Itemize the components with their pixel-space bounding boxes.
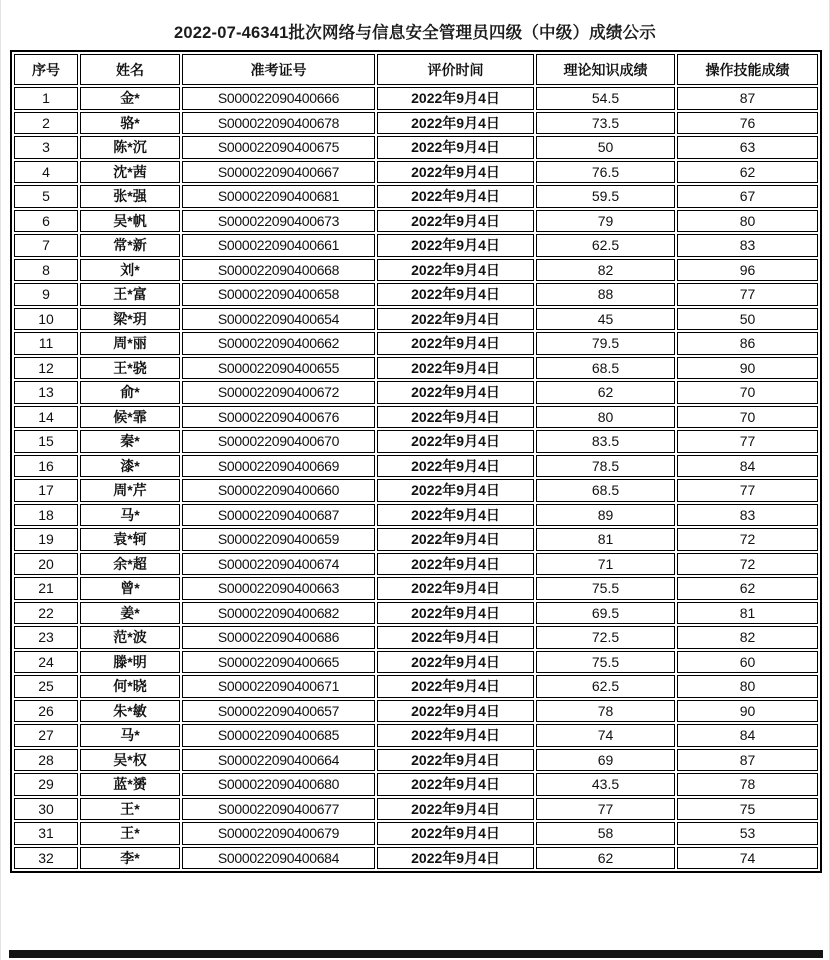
cell-index: 18 [14, 504, 78, 527]
table-row [14, 87, 818, 110]
cell-exam-id: S000022090400657 [182, 700, 375, 723]
cell-date: 2022年9月4日 [377, 406, 534, 429]
cell-exam-id: S000022090400665 [182, 651, 375, 674]
cell-date: 2022年9月4日 [377, 136, 534, 159]
cell-theory-score: 89 [536, 504, 675, 527]
cell-exam-id: S000022090400669 [182, 455, 375, 478]
cell-skill-score: 67 [677, 185, 818, 208]
cell-name: 周*芹 [80, 479, 180, 502]
cell-exam-id: S000022090400671 [182, 675, 375, 698]
cell-exam-id: S000022090400654 [182, 308, 375, 331]
cell-index: 32 [14, 847, 78, 870]
cell-skill-score: 84 [677, 724, 818, 747]
cell-date: 2022年9月4日 [377, 553, 534, 576]
page-title: 2022-07-46341批次网络与信息安全管理员四级（中级）成绩公示 [174, 24, 656, 42]
cell-date: 2022年9月4日 [377, 847, 534, 870]
cell-skill-score: 90 [677, 700, 818, 723]
cell-date: 2022年9月4日 [377, 234, 534, 257]
cell-theory-score: 75.5 [536, 651, 675, 674]
cell-exam-id: S000022090400686 [182, 626, 375, 649]
cell-date: 2022年9月4日 [377, 479, 534, 502]
cell-theory-score: 88 [536, 283, 675, 306]
cell-skill-score: 53 [677, 822, 818, 845]
table-row [14, 136, 818, 159]
cell-index: 15 [14, 430, 78, 453]
cell-skill-score: 70 [677, 406, 818, 429]
cell-skill-score: 82 [677, 626, 818, 649]
cell-theory-score: 72.5 [536, 626, 675, 649]
cell-date: 2022年9月4日 [377, 381, 534, 404]
cell-date: 2022年9月4日 [377, 626, 534, 649]
cell-date: 2022年9月4日 [377, 87, 534, 110]
cell-exam-id: S000022090400666 [182, 87, 375, 110]
cell-date: 2022年9月4日 [377, 675, 534, 698]
cell-theory-score: 68.5 [536, 357, 675, 380]
cell-theory-score: 62.5 [536, 234, 675, 257]
cell-date: 2022年9月4日 [377, 161, 534, 184]
cell-name: 刘* [80, 259, 180, 282]
table-row [14, 847, 818, 870]
cell-exam-id: S000022090400670 [182, 430, 375, 453]
cell-name: 袁*轲 [80, 528, 180, 551]
cell-theory-score: 76.5 [536, 161, 675, 184]
cell-skill-score: 78 [677, 773, 818, 796]
cell-exam-id: S000022090400658 [182, 283, 375, 306]
cell-name: 马* [80, 504, 180, 527]
cell-name: 李* [80, 847, 180, 870]
cell-exam-id: S000022090400664 [182, 749, 375, 772]
cell-index: 9 [14, 283, 78, 306]
table-row [14, 406, 818, 429]
table-row [14, 112, 818, 135]
table-row [14, 234, 818, 257]
cell-date: 2022年9月4日 [377, 749, 534, 772]
results-table [10, 50, 822, 873]
cell-index: 12 [14, 357, 78, 380]
header-exam-id: 准考证号 [182, 54, 375, 85]
cell-theory-score: 68.5 [536, 479, 675, 502]
header-eval-date: 评价时间 [377, 54, 534, 85]
cell-skill-score: 77 [677, 479, 818, 502]
table-row [14, 602, 818, 625]
cell-index: 4 [14, 161, 78, 184]
cell-date: 2022年9月4日 [377, 112, 534, 135]
cell-skill-score: 77 [677, 283, 818, 306]
cell-theory-score: 58 [536, 822, 675, 845]
cell-name: 范*波 [80, 626, 180, 649]
cell-skill-score: 87 [677, 87, 818, 110]
cell-name: 余*超 [80, 553, 180, 576]
cell-skill-score: 81 [677, 602, 818, 625]
cell-theory-score: 71 [536, 553, 675, 576]
cell-skill-score: 80 [677, 675, 818, 698]
cell-date: 2022年9月4日 [377, 602, 534, 625]
table-row [14, 724, 818, 747]
cell-date: 2022年9月4日 [377, 308, 534, 331]
table-row [14, 798, 818, 821]
table-row [14, 553, 818, 576]
table-header [14, 54, 818, 85]
cell-index: 23 [14, 626, 78, 649]
cell-date: 2022年9月4日 [377, 430, 534, 453]
cell-theory-score: 78 [536, 700, 675, 723]
cell-name: 陈*沉 [80, 136, 180, 159]
cell-index: 31 [14, 822, 78, 845]
cell-theory-score: 81 [536, 528, 675, 551]
cell-exam-id: S000022090400682 [182, 602, 375, 625]
table-row [14, 332, 818, 355]
cell-theory-score: 59.5 [536, 185, 675, 208]
cell-name: 梁*玥 [80, 308, 180, 331]
cell-date: 2022年9月4日 [377, 259, 534, 282]
table-row [14, 504, 818, 527]
cell-skill-score: 83 [677, 504, 818, 527]
table-row [14, 357, 818, 380]
cell-theory-score: 79 [536, 210, 675, 233]
cell-exam-id: S000022090400678 [182, 112, 375, 135]
cell-skill-score: 63 [677, 136, 818, 159]
table-row [14, 773, 818, 796]
cell-exam-id: S000022090400668 [182, 259, 375, 282]
cell-skill-score: 87 [677, 749, 818, 772]
table-row [14, 259, 818, 282]
cell-name: 沈*茜 [80, 161, 180, 184]
cell-index: 28 [14, 749, 78, 772]
cell-skill-score: 76 [677, 112, 818, 135]
cell-name: 骆* [80, 112, 180, 135]
cell-theory-score: 69 [536, 749, 675, 772]
cell-exam-id: S000022090400674 [182, 553, 375, 576]
cell-name: 王*富 [80, 283, 180, 306]
cell-exam-id: S000022090400661 [182, 234, 375, 257]
cell-exam-id: S000022090400685 [182, 724, 375, 747]
cell-theory-score: 50 [536, 136, 675, 159]
cell-exam-id: S000022090400680 [182, 773, 375, 796]
cell-exam-id: S000022090400675 [182, 136, 375, 159]
table-row [14, 455, 818, 478]
cell-skill-score: 77 [677, 430, 818, 453]
cell-skill-score: 74 [677, 847, 818, 870]
table-row [14, 185, 818, 208]
cell-date: 2022年9月4日 [377, 822, 534, 845]
cell-skill-score: 72 [677, 528, 818, 551]
cell-index: 5 [14, 185, 78, 208]
cell-exam-id: S000022090400687 [182, 504, 375, 527]
cell-exam-id: S000022090400676 [182, 406, 375, 429]
cell-skill-score: 72 [677, 553, 818, 576]
table-row [14, 479, 818, 502]
cell-skill-score: 50 [677, 308, 818, 331]
cell-exam-id: S000022090400684 [182, 847, 375, 870]
cell-skill-score: 62 [677, 161, 818, 184]
cell-name: 王* [80, 798, 180, 821]
cell-exam-id: S000022090400660 [182, 479, 375, 502]
cell-theory-score: 80 [536, 406, 675, 429]
cell-theory-score: 77 [536, 798, 675, 821]
table-row [14, 161, 818, 184]
cell-index: 26 [14, 700, 78, 723]
cell-name: 马* [80, 724, 180, 747]
cell-index: 19 [14, 528, 78, 551]
header-skill-score: 操作技能成绩 [677, 54, 818, 85]
cell-index: 20 [14, 553, 78, 576]
cell-theory-score: 83.5 [536, 430, 675, 453]
table-row [14, 577, 818, 600]
table-row [14, 675, 818, 698]
cell-index: 21 [14, 577, 78, 600]
header-name: 姓名 [80, 54, 180, 85]
cell-name: 周*丽 [80, 332, 180, 355]
cell-index: 30 [14, 798, 78, 821]
cell-exam-id: S000022090400679 [182, 822, 375, 845]
cell-index: 6 [14, 210, 78, 233]
cell-date: 2022年9月4日 [377, 528, 534, 551]
cell-name: 王*骁 [80, 357, 180, 380]
cell-name: 俞* [80, 381, 180, 404]
cell-date: 2022年9月4日 [377, 700, 534, 723]
cell-index: 22 [14, 602, 78, 625]
cell-exam-id: S000022090400655 [182, 357, 375, 380]
cell-name: 姜* [80, 602, 180, 625]
cell-skill-score: 75 [677, 798, 818, 821]
cell-skill-score: 80 [677, 210, 818, 233]
cell-name: 金* [80, 87, 180, 110]
cell-theory-score: 62 [536, 381, 675, 404]
cell-name: 滕*明 [80, 651, 180, 674]
cell-name: 候*霏 [80, 406, 180, 429]
cell-exam-id: S000022090400662 [182, 332, 375, 355]
cell-skill-score: 84 [677, 455, 818, 478]
cell-name: 秦* [80, 430, 180, 453]
cell-name: 何*晓 [80, 675, 180, 698]
cell-index: 8 [14, 259, 78, 282]
cell-theory-score: 79.5 [536, 332, 675, 355]
cell-date: 2022年9月4日 [377, 651, 534, 674]
cell-exam-id: S000022090400681 [182, 185, 375, 208]
cell-index: 17 [14, 479, 78, 502]
cell-date: 2022年9月4日 [377, 283, 534, 306]
cell-index: 7 [14, 234, 78, 257]
cell-index: 10 [14, 308, 78, 331]
cell-exam-id: S000022090400667 [182, 161, 375, 184]
header-index: 序号 [14, 54, 78, 85]
cell-skill-score: 96 [677, 259, 818, 282]
results-table-body [14, 87, 818, 869]
cell-skill-score: 83 [677, 234, 818, 257]
cell-index: 1 [14, 87, 78, 110]
cell-theory-score: 75.5 [536, 577, 675, 600]
cell-index: 13 [14, 381, 78, 404]
cell-theory-score: 82 [536, 259, 675, 282]
cell-date: 2022年9月4日 [377, 357, 534, 380]
cell-date: 2022年9月4日 [377, 185, 534, 208]
cell-exam-id: S000022090400672 [182, 381, 375, 404]
bottom-bar [9, 950, 823, 958]
table-row [14, 528, 818, 551]
cell-skill-score: 62 [677, 577, 818, 600]
table-row [14, 430, 818, 453]
cell-skill-score: 90 [677, 357, 818, 380]
cell-index: 29 [14, 773, 78, 796]
cell-index: 14 [14, 406, 78, 429]
table-row [14, 700, 818, 723]
table-row [14, 749, 818, 772]
cell-name: 常*新 [80, 234, 180, 257]
table-row [14, 210, 818, 233]
table-row [14, 308, 818, 331]
cell-name: 王* [80, 822, 180, 845]
cell-theory-score: 78.5 [536, 455, 675, 478]
cell-skill-score: 70 [677, 381, 818, 404]
cell-exam-id: S000022090400673 [182, 210, 375, 233]
cell-date: 2022年9月4日 [377, 210, 534, 233]
cell-name: 张*强 [80, 185, 180, 208]
cell-name: 朱*敏 [80, 700, 180, 723]
cell-exam-id: S000022090400659 [182, 528, 375, 551]
cell-index: 27 [14, 724, 78, 747]
cell-date: 2022年9月4日 [377, 332, 534, 355]
cell-index: 2 [14, 112, 78, 135]
cell-date: 2022年9月4日 [377, 577, 534, 600]
cell-theory-score: 43.5 [536, 773, 675, 796]
cell-index: 24 [14, 651, 78, 674]
table-row [14, 626, 818, 649]
cell-name: 蓝*赟 [80, 773, 180, 796]
cell-index: 3 [14, 136, 78, 159]
cell-name: 漆* [80, 455, 180, 478]
cell-skill-score: 86 [677, 332, 818, 355]
table-row [14, 381, 818, 404]
cell-index: 25 [14, 675, 78, 698]
cell-date: 2022年9月4日 [377, 455, 534, 478]
table-row [14, 651, 818, 674]
table-row [14, 822, 818, 845]
cell-theory-score: 73.5 [536, 112, 675, 135]
cell-exam-id: S000022090400663 [182, 577, 375, 600]
cell-date: 2022年9月4日 [377, 724, 534, 747]
cell-date: 2022年9月4日 [377, 504, 534, 527]
header-row [14, 54, 818, 85]
cell-date: 2022年9月4日 [377, 773, 534, 796]
cell-theory-score: 54.5 [536, 87, 675, 110]
cell-exam-id: S000022090400677 [182, 798, 375, 821]
cell-theory-score: 45 [536, 308, 675, 331]
cell-name: 曾* [80, 577, 180, 600]
cell-theory-score: 62 [536, 847, 675, 870]
cell-theory-score: 69.5 [536, 602, 675, 625]
cell-name: 吴*权 [80, 749, 180, 772]
cell-skill-score: 60 [677, 651, 818, 674]
cell-name: 吴*帆 [80, 210, 180, 233]
header-theory-score: 理论知识成绩 [536, 54, 675, 85]
cell-index: 16 [14, 455, 78, 478]
cell-index: 11 [14, 332, 78, 355]
table-row [14, 283, 818, 306]
cell-theory-score: 62.5 [536, 675, 675, 698]
cell-date: 2022年9月4日 [377, 798, 534, 821]
cell-theory-score: 74 [536, 724, 675, 747]
